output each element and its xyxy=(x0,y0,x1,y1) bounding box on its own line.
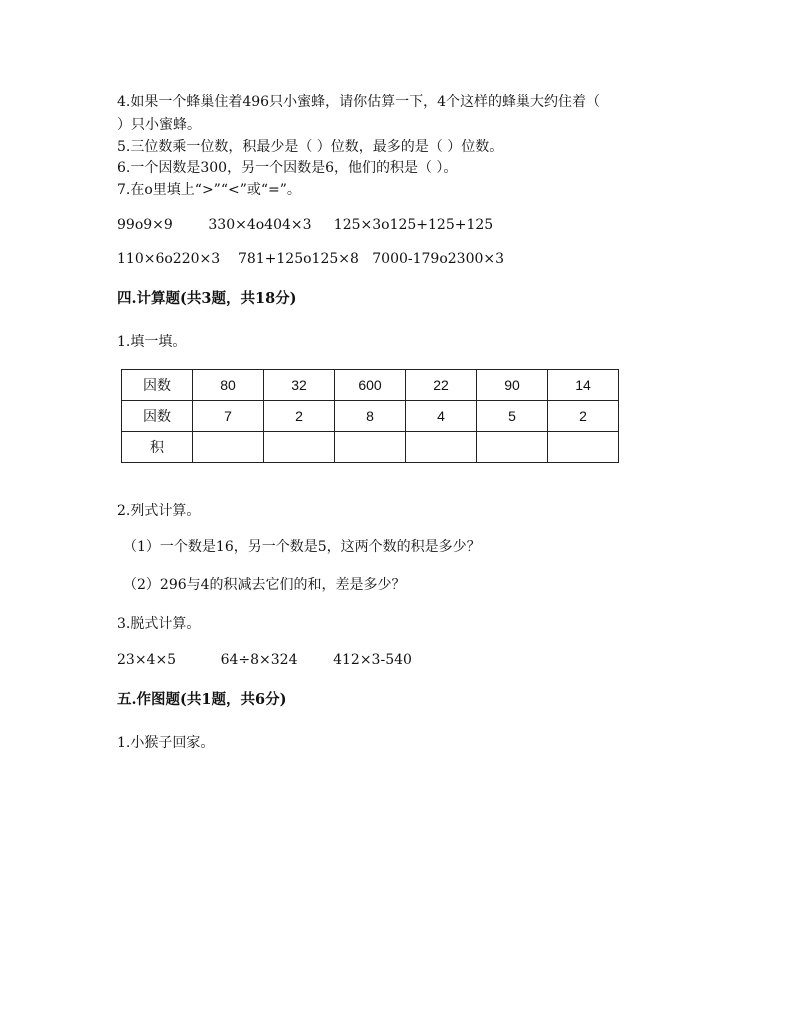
question-4-line-2: ）只小蜜蜂。 xyxy=(117,117,201,133)
answer-cell[interactable] xyxy=(477,432,548,463)
answer-cell[interactable] xyxy=(548,432,619,463)
table-row xyxy=(122,432,619,463)
question-4-3-title: 3.脱式计算。 xyxy=(117,616,201,632)
question-4-2-title: 2.列式计算。 xyxy=(117,503,201,519)
question-6: 6.一个因数是300，另一个因数是6，他们的积是（ ）。 xyxy=(117,160,458,176)
question-4-1-title: 1.填一填。 xyxy=(117,334,187,350)
table-cell: 2 xyxy=(548,401,619,432)
table-cell: 14 xyxy=(548,370,619,401)
table-cell: 因数 xyxy=(122,370,193,401)
table-cell: 因数 xyxy=(122,401,193,432)
table-cell: 5 xyxy=(477,401,548,432)
table-cell: 8 xyxy=(335,401,406,432)
compare-row-1: 99o9×9 330×4o404×3 125×3o125+125+125 xyxy=(117,217,494,233)
answer-cell[interactable] xyxy=(264,432,335,463)
question-4-line-1: 4.如果一个蜂巢住着496只小蜜蜂，请你估算一下，4个这样的蜂巢大约住着（ xyxy=(117,94,600,110)
question-4-2-sub-1: （1）一个数是16，另一个数是5，这两个数的积是多少？ xyxy=(123,539,481,555)
table-cell: 积 xyxy=(122,432,193,463)
answer-cell[interactable] xyxy=(193,432,264,463)
table-cell: 600 xyxy=(335,370,406,401)
compare-row-2: 110×6o220×3 781+125o125×8 7000-179o2300×3 xyxy=(117,251,505,267)
table-cell: 4 xyxy=(406,401,477,432)
answer-cell[interactable] xyxy=(406,432,477,463)
fill-in-table xyxy=(121,369,619,463)
table-cell: 22 xyxy=(406,370,477,401)
question-5: 5.三位数乘一位数，积最少是（ ）位数，最多的是（ ）位数。 xyxy=(117,139,504,155)
question-5-1-title: 1.小猴子回家。 xyxy=(117,735,215,751)
table-cell: 2 xyxy=(264,401,335,432)
table-cell: 32 xyxy=(264,370,335,401)
table-cell: 7 xyxy=(193,401,264,432)
table-cell: 90 xyxy=(477,370,548,401)
section-5-heading: 五.作图题(共1题，共6分) xyxy=(117,691,287,708)
question-4-3-expressions: 23×4×5 64÷8×324 412×3-540 xyxy=(117,652,412,668)
table-row xyxy=(122,370,619,401)
table-row xyxy=(122,401,619,432)
answer-cell[interactable] xyxy=(335,432,406,463)
table-cell: 80 xyxy=(193,370,264,401)
question-7: 7.在o里填上“>”“<”或“=”。 xyxy=(117,182,301,198)
question-4-2-sub-2: （2）296与4的积减去它们的和，差是多少？ xyxy=(123,577,406,593)
section-4-heading: 四.计算题(共3题，共18分) xyxy=(117,290,297,307)
